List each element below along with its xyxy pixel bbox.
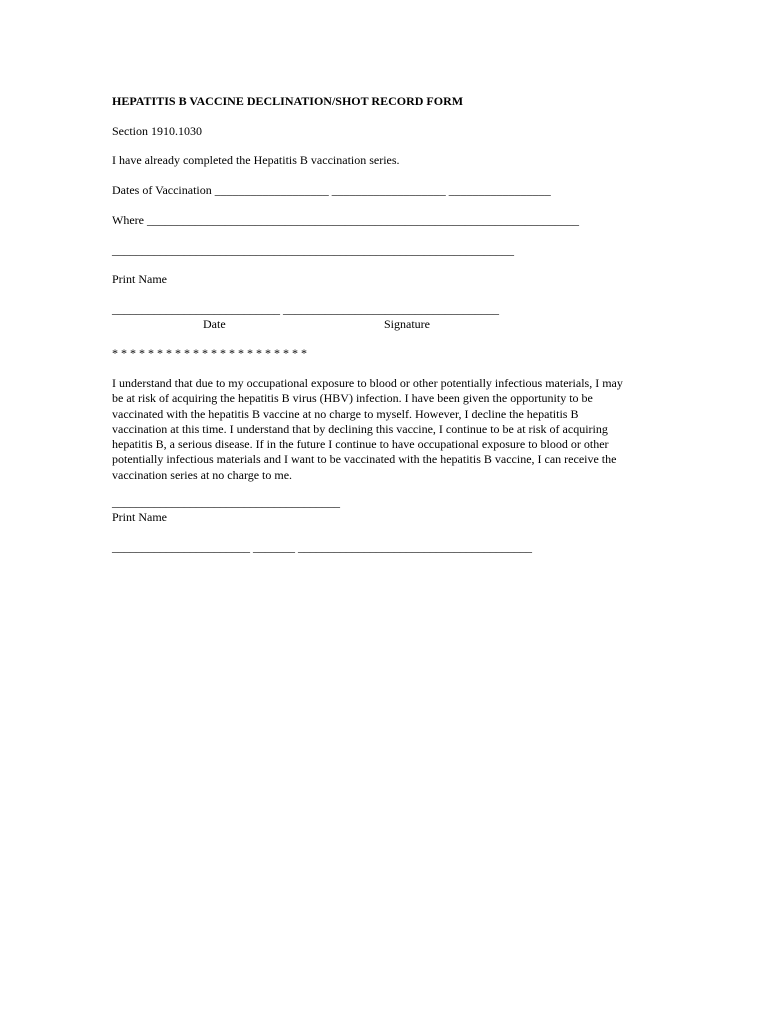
date-signature-underline: ____________________________ ____________________________________ — [112, 302, 499, 316]
print-name-label-2: Print Name — [112, 510, 167, 524]
declination-line: vaccinated with the hepatitis B vaccine at no charge to myself. However, I decline the hepatitis B — [112, 406, 579, 421]
completed-statement: I have already completed the Hepatitis B vaccination series. — [112, 153, 400, 167]
declination-line: I understand that due to my occupational exposure to blood or other potentially infectious materials, I may — [112, 376, 623, 390]
form-title: HEPATITIS B VACCINE DECLINATION/SHOT RECORD FORM — [112, 94, 464, 108]
declination-line: vaccination series at no charge to me. — [112, 467, 293, 482]
declination-line: vaccination at this time. I understand that by declining this vaccine, I continue to be at risk of acquiring — [112, 421, 608, 436]
signature-label: Signature — [384, 317, 430, 331]
declination-paragraph — [112, 376, 662, 483]
date-label: Date — [203, 317, 226, 331]
separator-asterisks: * * * * * * * * * * * * * * * * * * * * * * — [112, 346, 307, 360]
declination-line: hepatitis B, a serious disease. If in the future I continue to have occupational exposure to blood or other — [112, 437, 609, 452]
declination-line: be at risk of acquiring the hepatitis B virus (HBV) infection. I have been given the opportunity to be — [112, 391, 593, 406]
section-reference: Section 1910.1030 — [112, 124, 202, 138]
declination-line: potentially infectious materials and I want to be vaccinated with the hepatitis B vaccine, I can receive the — [112, 452, 617, 467]
print-name-label-1: Print Name — [112, 272, 167, 286]
print-name-underline: ______________________________________ — [112, 495, 340, 509]
dates-of-vaccination-field: Dates of Vaccination ___________________ ___________________ _________________ — [112, 183, 551, 197]
where-field: Where ________________________________________________________________________ — [112, 213, 579, 227]
final-signature-underline: _______________________ _______ _______________________________________ — [112, 540, 532, 554]
blank-underline: ___________________________________________________________________ — [112, 243, 514, 257]
